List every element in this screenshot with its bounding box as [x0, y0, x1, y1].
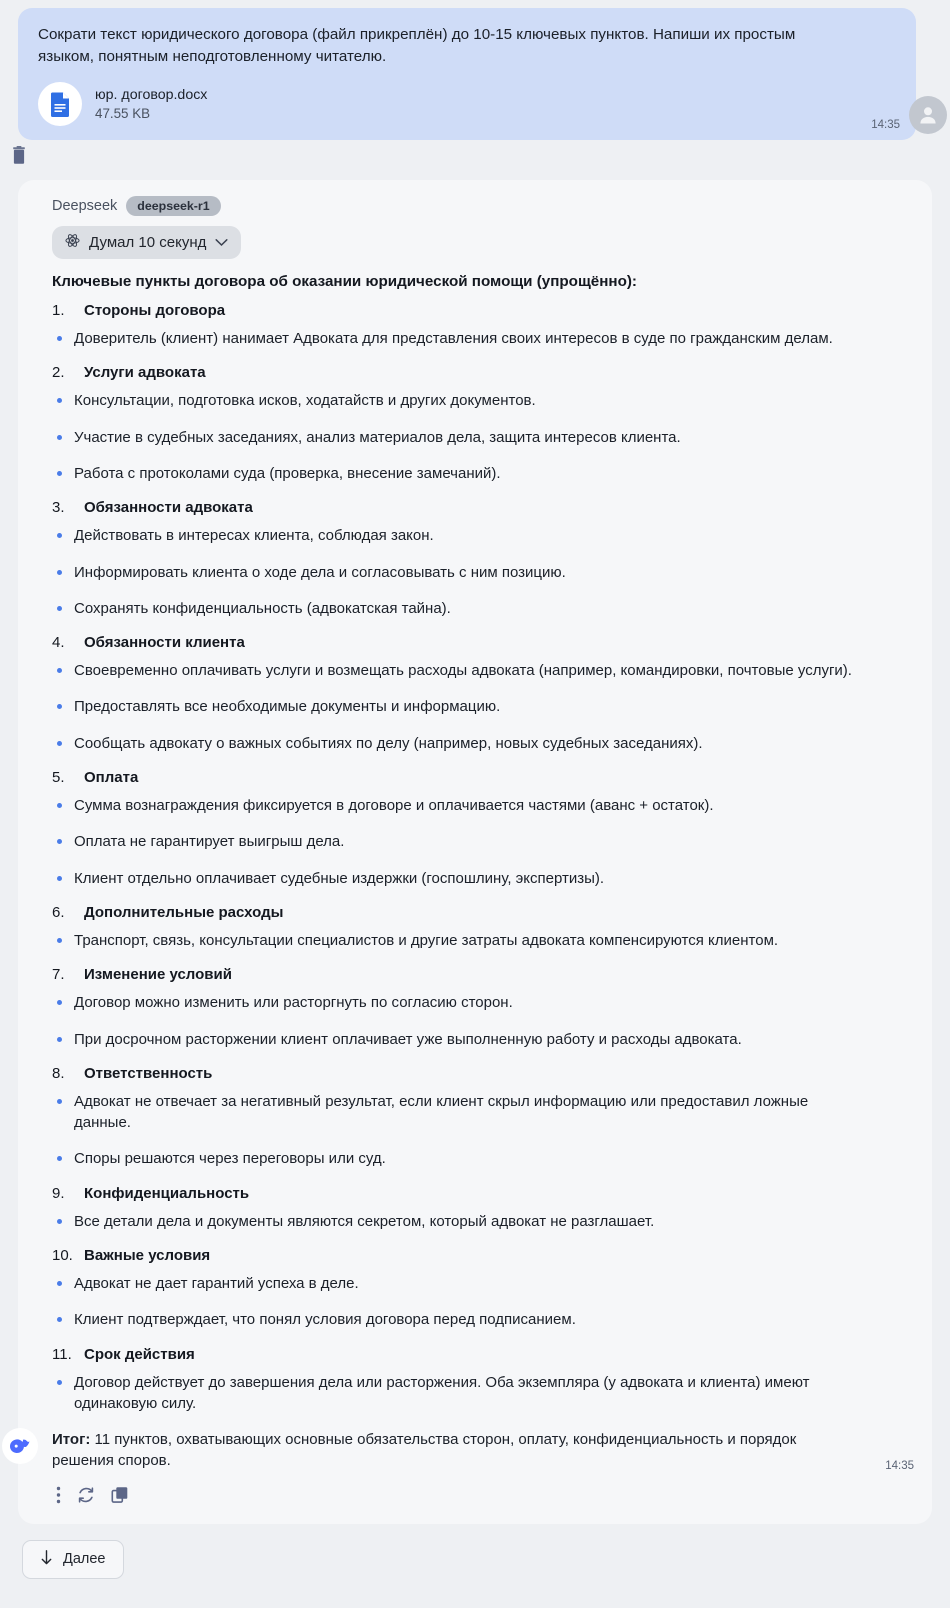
- next-button[interactable]: [22, 1540, 124, 1579]
- attachment-item[interactable]: [38, 82, 896, 126]
- thinking-label: Думал 10 секунд: [89, 234, 207, 252]
- answer-section: [52, 1065, 910, 1170]
- section-title: Обязанности адвоката: [84, 499, 253, 517]
- assistant-message-card: [18, 180, 932, 1524]
- bullet-item: Сумма вознаграждения фиксируется в договоре и оплачивается частями (аванс + остаток).: [52, 795, 862, 816]
- model-name-label: Deepseek: [52, 198, 118, 215]
- bullet-item: Информировать клиента о ходе дела и согласовывать с ним позицию.: [52, 562, 862, 583]
- section-heading: [52, 769, 910, 786]
- model-info-row: [52, 196, 910, 216]
- section-title: Стороны договора: [84, 302, 226, 320]
- user-message-row: [0, 8, 950, 140]
- section-title: Дополнительные расходы: [84, 903, 284, 921]
- bullet-item: Предоставлять все необходимые документы и информацию.: [52, 696, 862, 717]
- section-bullet-list: [52, 390, 910, 484]
- section-bullet-list: [52, 1273, 910, 1331]
- section-bullet-list: [52, 1091, 910, 1170]
- section-heading: [52, 1065, 910, 1082]
- assistant-message-timestamp: 14:35: [885, 1459, 914, 1472]
- bullet-item: Транспорт, связь, консультации специалистов и другие затраты адвоката компенсируются клиентом.: [52, 930, 862, 951]
- summary-label: Итог:: [52, 1431, 91, 1449]
- answer-section: [52, 1346, 910, 1415]
- bullet-item: Все детали дела и документы являются секретом, который адвокат не разглашает.: [52, 1211, 862, 1232]
- answer-section: [52, 1247, 910, 1331]
- answer-section: [52, 364, 910, 484]
- bullet-item: Адвокат не дает гарантий успеха в деле.: [52, 1273, 862, 1294]
- copy-icon[interactable]: [111, 1486, 129, 1504]
- answer-section: [52, 499, 910, 619]
- section-title: Изменение условий: [84, 966, 232, 984]
- summary-text: 11 пунктов, охватывающих основные обязательства сторон, оплату, конфиденциальность и порядок решения споров.: [52, 1431, 797, 1470]
- section-number: 10.: [52, 1247, 73, 1264]
- bullet-item: Оплата не гарантирует выигрыш дела.: [52, 831, 862, 852]
- section-title: Обязанности клиента: [84, 634, 245, 652]
- user-message-bubble: [18, 8, 916, 140]
- bullet-item: При досрочном расторжении клиент оплачивает уже выполненную работу и расходы адвоката.: [52, 1029, 862, 1050]
- section-heading: [52, 966, 910, 983]
- section-title: Важные условия: [84, 1247, 211, 1264]
- section-number: 1.: [52, 302, 65, 320]
- assistant-avatar: [2, 1428, 38, 1464]
- message-actions: [56, 1484, 910, 1506]
- section-number: 5.: [52, 769, 65, 787]
- bullet-item: Сохранять конфиденциальность (адвокатская тайна).: [52, 598, 862, 619]
- section-number: 2.: [52, 364, 65, 382]
- section-heading: [52, 302, 910, 319]
- section-bullet-list: [52, 992, 910, 1050]
- section-heading: [52, 364, 910, 381]
- section-title: Ответственность: [84, 1064, 213, 1082]
- bullet-item: Работа с протоколами суда (проверка, внесение замечаний).: [52, 463, 862, 484]
- trash-icon[interactable]: [11, 152, 27, 169]
- section-bullet-list: [52, 1372, 910, 1415]
- section-heading: [52, 1346, 910, 1363]
- section-bullet-list: [52, 328, 910, 349]
- answer-section: [52, 302, 910, 349]
- atom-icon: [65, 233, 80, 252]
- answer-section: [52, 1185, 910, 1232]
- user-avatar: [909, 96, 947, 134]
- more-options-icon[interactable]: [56, 1486, 61, 1504]
- bullet-item: Своевременно оплачивать услуги и возмещать расходы адвоката (например, командировки, почтовые услуги).: [52, 660, 862, 681]
- user-message-text: Сократи текст юридического договора (файл прикреплён) до 10-15 ключевых пунктов. Напиши их простым языком, понятным неподготовленному читателю.: [38, 26, 796, 66]
- document-file-icon: [38, 82, 82, 126]
- section-number: 6.: [52, 903, 65, 921]
- bullet-item: Адвокат не отвечает за негативный результат, если клиент скрыл информацию или предоставил ложные данные.: [52, 1091, 862, 1134]
- section-heading: [52, 904, 910, 921]
- summary-paragraph: [52, 1429, 852, 1472]
- section-title: Оплата: [84, 769, 139, 787]
- answer-section: [52, 904, 910, 951]
- section-number: 8.: [52, 1064, 65, 1082]
- section-number: 3.: [52, 499, 65, 517]
- bullet-item: Договор можно изменить или расторгнуть по согласию сторон.: [52, 992, 862, 1013]
- model-version-badge: deepseek-r1: [126, 196, 220, 216]
- bullet-item: Доверитель (клиент) нанимает Адвоката для представления своих интересов в суде по гражданским делам.: [52, 328, 862, 349]
- next-button-label: Далее: [63, 1551, 106, 1568]
- section-heading: [52, 634, 910, 651]
- section-heading: [52, 1247, 910, 1264]
- section-number: 7.: [52, 966, 65, 984]
- section-number: 11.: [52, 1345, 72, 1363]
- section-title: Срок действия: [84, 1345, 195, 1363]
- answer-sections-list: [52, 302, 910, 1414]
- bullet-item: Клиент отдельно оплачивает судебные издержки (госпошлину, экспертизы).: [52, 868, 862, 889]
- section-bullet-list: [52, 930, 910, 951]
- section-bullet-list: [52, 525, 910, 619]
- bullet-item: Действовать в интересах клиента, соблюдая закон.: [52, 525, 862, 546]
- bullet-item: Консультации, подготовка исков, ходатайств и других документов.: [52, 390, 862, 411]
- chevron-down-icon: [215, 234, 228, 251]
- section-bullet-list: [52, 1211, 910, 1232]
- section-title: Конфиденциальность: [84, 1184, 250, 1202]
- attachment-file-name: юр. договор.docx: [95, 87, 208, 104]
- bullet-item: Участие в судебных заседаниях, анализ материалов дела, защита интересов клиента.: [52, 427, 862, 448]
- answer-section: [52, 634, 910, 754]
- attachment-file-size: 47.55 KB: [95, 106, 151, 122]
- delete-message-row: [0, 140, 950, 174]
- arrow-down-icon: [41, 1550, 52, 1569]
- bullet-item: Сообщать адвокату о важных событиях по делу (например, новых судебных заседаниях).: [52, 733, 862, 754]
- thinking-toggle[interactable]: [52, 226, 241, 259]
- bullet-item: Споры решаются через переговоры или суд.: [52, 1148, 862, 1169]
- section-heading: [52, 499, 910, 516]
- answer-section: [52, 769, 910, 889]
- section-bullet-list: [52, 795, 910, 889]
- answer-section: [52, 966, 910, 1050]
- section-number: 4.: [52, 634, 65, 652]
- section-heading: [52, 1185, 910, 1202]
- user-message-timestamp: 14:35: [871, 119, 900, 132]
- section-bullet-list: [52, 660, 910, 754]
- answer-title: Ключевые пункты договора об оказании юридической помощи (упрощённо):: [52, 273, 637, 291]
- regenerate-icon[interactable]: [77, 1486, 95, 1504]
- section-title: Услуги адвоката: [84, 364, 206, 382]
- bullet-item: Клиент подтверждает, что понял условия договора перед подписанием.: [52, 1309, 862, 1330]
- section-number: 9.: [52, 1184, 65, 1202]
- bullet-item: Договор действует до завершения дела или расторжения. Оба экземпляра (у адвоката и клиента) имеют одинаковую силу.: [52, 1372, 862, 1415]
